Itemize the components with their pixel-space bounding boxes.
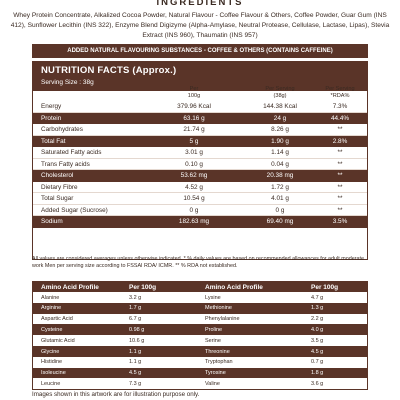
value-per-serving: 8.26 g (271, 126, 289, 133)
value-rda: ** (337, 160, 343, 168)
value-per-serving: 1.14 g (271, 149, 289, 156)
value-per-100g: 182.63 mg (178, 218, 210, 225)
amino-name-2: Tryptophan (205, 359, 233, 366)
bottom-note: Images shown in this artwork are for illustration purpose only. (32, 391, 200, 398)
amino-name-2: Lysine (205, 294, 221, 301)
serving-size: Serving Size : 38g (41, 79, 94, 86)
amino-name-1: Glycine (41, 348, 60, 355)
value-per-serving: 20.38 mg (266, 172, 294, 179)
value-per-100g: 63.16 g (183, 114, 205, 122)
amino-value-1: 3.2 g (129, 294, 142, 301)
nutrient-name: Added Sugar (Sucrose) (41, 206, 108, 214)
value-per-serving: 24 g (273, 114, 287, 122)
nutrient-name: Total Fat (41, 137, 66, 145)
amino-value-2: 2.2 g (311, 316, 324, 323)
nutrition-row (33, 101, 367, 113)
amino-name-2: Valine (205, 380, 220, 387)
nutrient-name: Saturated Fatty acids (41, 149, 102, 156)
amino-name-1: Cysteine (41, 326, 63, 333)
flavour-notice: ADDED NATURAL FLAVOURING SUBSTANCES - COFFEE & OTHERS (CONTAINS CAFFEINE) (32, 44, 368, 58)
value-rda: 44.4% (330, 114, 350, 122)
nutrient-name: Dietary Fibre (41, 183, 78, 191)
amino-name-2: Phenylalanine (205, 316, 240, 323)
amino-header-value-2: Per 100g (311, 283, 339, 291)
value-per-serving: 69.40 mg (266, 218, 294, 225)
value-per-serving: 0 g (275, 206, 285, 214)
amino-name-1: Arginine (41, 305, 62, 312)
value-rda: ** (337, 206, 343, 214)
ingredients-title: INGREDIENTS (156, 0, 244, 8)
nutrition-row (33, 136, 367, 148)
value-per-serving: 144.38 Kcal (263, 103, 297, 110)
amino-row (33, 314, 367, 325)
nutrition-row (33, 124, 367, 136)
amino-value-1: 0.98 g (129, 326, 145, 333)
amino-value-1: 1.1 g (129, 348, 142, 355)
nutrition-facts-table (32, 61, 368, 260)
nutrition-row (33, 216, 367, 228)
amino-name-2: Methionine (205, 305, 232, 312)
amino-value-1: 1.7 g (129, 305, 142, 312)
amino-row (33, 357, 367, 368)
amino-name-1: Histidine (41, 359, 63, 366)
value-per-serving: 1.72 g (271, 183, 289, 191)
amino-value-2: 1.3 g (311, 305, 324, 312)
value-per-100g: 4.52 g (185, 183, 203, 191)
amino-name-1: Isoleucine (41, 370, 66, 377)
amino-value-1: 4.5 g (129, 370, 142, 377)
amino-value-1: 6.7 g (129, 316, 142, 323)
value-per-serving: 1.90 g (271, 137, 289, 145)
nutrient-name: Carbohydrates (41, 126, 83, 133)
value-per-serving: 0.04 g (271, 160, 289, 168)
value-rda: ** (337, 149, 343, 156)
amino-row (33, 346, 367, 357)
amino-header-name-1: Amino Acid Profile (41, 283, 99, 291)
footnote: All values are considered averages unless otherwise indicated. * % daily values are based on recommended allowances for adult moderate work Men per serving size according to FSSAI RDA/ ICMR. ** % RDA not established. (32, 256, 365, 270)
nutrient-name: Total Sugar (41, 195, 74, 202)
amino-name-2: Threonine (205, 348, 230, 355)
nutrition-row (33, 147, 367, 159)
amino-value-2: 3.5 g (311, 337, 324, 344)
amino-name-2: Tyrosine (205, 370, 226, 377)
amino-row (33, 335, 367, 346)
amino-name-1: Alanine (41, 294, 60, 301)
amino-header (33, 282, 367, 292)
amino-row (33, 303, 367, 314)
nutrition-row (33, 170, 367, 182)
amino-value-2: 4.0 g (311, 326, 324, 333)
nutrition-title: NUTRITION FACTS (Approx.) (41, 65, 177, 76)
nutrient-name: Protein (41, 114, 62, 122)
amino-value-2: 4.5 g (311, 348, 324, 355)
value-per-100g: 0 g (189, 206, 199, 214)
amino-row (33, 324, 367, 335)
col-per-100g: Per 100g (187, 86, 201, 99)
amino-row (33, 378, 367, 389)
nutrient-name: Energy (41, 103, 62, 110)
nutrition-rows (33, 101, 367, 228)
value-rda: ** (337, 195, 343, 202)
amino-row (33, 368, 367, 379)
amino-acid-table (32, 281, 368, 390)
amino-value-1: 1.1 g (129, 359, 142, 366)
value-rda: ** (337, 183, 343, 191)
value-per-100g: 0.10 g (185, 160, 203, 168)
value-per-100g: 21.74 g (183, 126, 205, 133)
nutrition-row (33, 159, 367, 171)
amino-value-1: 10.6 g (129, 337, 145, 344)
value-rda: 3.5% (332, 218, 348, 225)
nutrient-name: Trans Fatty acids (41, 160, 90, 168)
nutrition-row (33, 113, 367, 125)
amino-value-2: 3.6 g (311, 380, 324, 387)
value-per-100g: 3.01 g (185, 149, 203, 156)
value-rda: ** (337, 126, 343, 133)
value-rda: 2.8% (332, 137, 348, 145)
amino-name-1: Glutamic Acid (41, 337, 75, 344)
value-per-100g: 53.62 mg (180, 172, 208, 179)
value-per-serving: 4.01 g (271, 195, 289, 202)
nutrition-row (33, 193, 367, 205)
amino-name-2: Serine (205, 337, 221, 344)
amino-value-2: 0.7 g (311, 359, 324, 366)
amino-row (33, 292, 367, 303)
amino-value-2: 4.7 g (311, 294, 324, 301)
amino-header-value-1: Per 100g (129, 283, 157, 291)
amino-name-1: Leucine (41, 380, 61, 387)
col-rda: Per Serving *RDA% (325, 86, 355, 99)
nutrition-row (33, 205, 367, 217)
amino-value-2: 1.8 g (311, 370, 324, 377)
amino-rows (33, 292, 367, 389)
value-per-100g: 5 g (189, 137, 199, 145)
value-rda: ** (337, 172, 343, 179)
amino-header-name-2: Amino Acid Profile (205, 283, 263, 291)
nutrition-row (33, 182, 367, 194)
amino-name-2: Proline (205, 326, 223, 333)
amino-value-1: 7.3 g (129, 380, 142, 387)
ingredients-text: Whey Protein Concentrate, Alkalized Cocoa Powder, Natural Flavour - Coffee Flavour & Others, Coffee Powder, Guar Gum (INS 412), Sunflower Lecithin (INS 322), Enzyme Blend Digizyme (Alpha-Amylase, Neutral Protease, Cellulase, Lactase, Lipas), Stevia Extract (INS 960), Thaumatin (INS 957) (10, 12, 390, 40)
col-per-serving: Per Serving (38g) (265, 86, 295, 99)
value-rda: 7.3% (332, 103, 348, 110)
value-per-100g: 379.96 Kcal (177, 103, 211, 110)
value-per-100g: 10.54 g (183, 195, 205, 202)
nutrient-name: Cholesterol (41, 172, 74, 179)
amino-name-1: Aspartic Acid (41, 316, 73, 323)
nutrient-name: Sodium (41, 218, 63, 225)
